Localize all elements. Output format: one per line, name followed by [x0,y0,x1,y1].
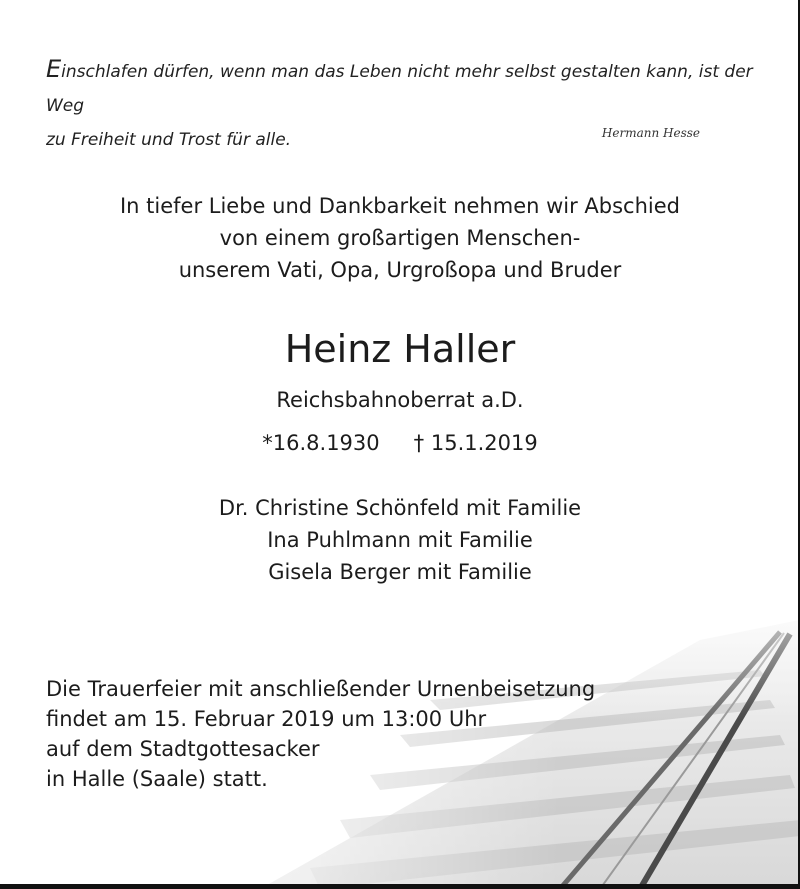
service-line: findet am 15. Februar 2019 um 13:00 Uhr [46,707,487,731]
quote-line-1-text: inschlafen dürfen, wenn man das Leben nicht mehr selbst gestalten kann, ist der Weg [46,62,753,116]
death-date: 15.1.2019 [430,431,538,455]
intro-line: In tiefer Liebe und Dankbarkeit nehmen wir Abschied [119,194,680,218]
intro-line: von einem großartigen Menschen- [219,226,581,250]
service-details [46,674,666,794]
mourner-item: Gisela Berger mit Familie [268,560,532,584]
service-line: auf dem Stadtgottesacker [46,737,320,761]
mourners-list [0,492,800,588]
mourner-item: Dr. Christine Schönfeld mit Familie [218,496,582,520]
quote-line-1 [46,52,766,123]
quote-author: Hermann Hesse [601,126,700,140]
deceased-title: Reichsbahnoberrat a.D. [276,388,524,412]
birth-date: *16.8.1930 [262,431,380,455]
life-dates [0,431,800,455]
service-line: in Halle (Saale) statt. [46,767,268,791]
service-line: Die Trauerfeier mit anschließender Urnenbeisetzung [46,677,596,701]
mourner-item: Ina Puhlmann mit Familie [267,528,533,552]
quote-initial: E [46,55,62,83]
quote-line-2: zu Freiheit und Trost für alle. [46,130,292,150]
death-cross-icon: † [413,431,425,455]
intro-line: unserem Vati, Opa, Urgroßopa und Bruder [178,258,622,282]
intro-text [0,190,800,286]
deceased-name: Heinz Haller [284,327,516,371]
quote [46,52,766,157]
